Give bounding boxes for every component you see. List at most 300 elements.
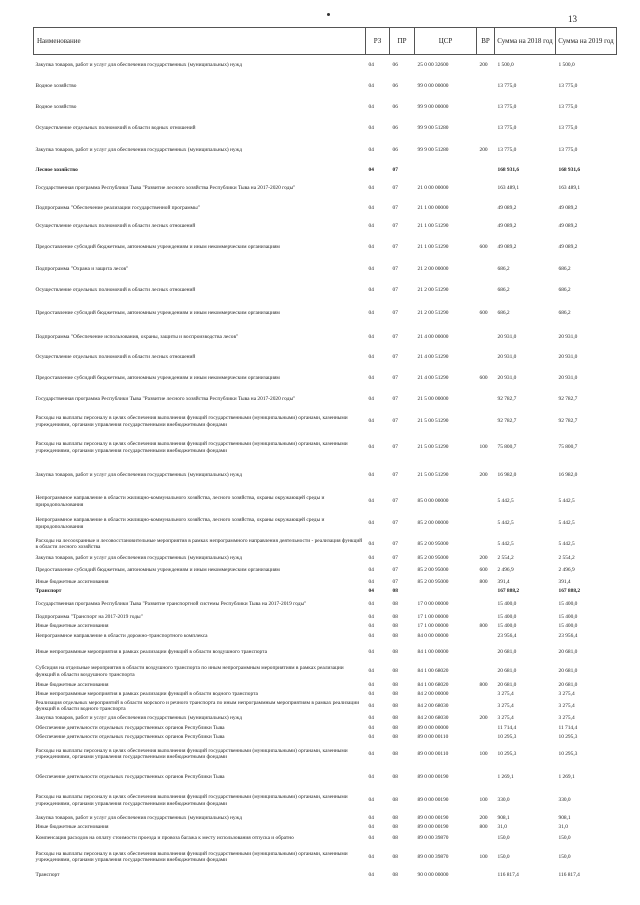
cell-pr: 07 [392,266,398,273]
cell-rz: 04 [368,418,374,425]
table-row [34,217,617,236]
cell-csr: 21 2 00 51290 [417,310,449,317]
cell-sum-2018: 75 800,7 [497,444,517,451]
cell-name: Закупка товаров, работ и услуг для обеспечения государственных (муниципальных) нужд [35,62,243,69]
cell-rz: 04 [368,82,374,89]
cell-pr: 07 [392,222,398,229]
cell-pr: 06 [392,124,398,131]
cell-rz: 04 [368,715,374,722]
cell-vr [477,348,495,367]
cell-name: Предоставление субсидий бюджетным, автономным учреждениям и иным некоммерческим организациям [35,567,280,574]
cell-sum-2018: 10 295,3 [497,733,517,740]
cell-pr: 06 [392,147,398,154]
cell-rz: 04 [368,733,374,740]
cell-csr: 89 0 00 00190 [417,823,449,830]
table-row [34,681,617,690]
cell-sum-2019: 150,0 [558,835,571,842]
table-row [34,663,617,681]
table-row [34,76,617,97]
cell-rz: 04 [368,773,374,780]
cell-vr [477,535,495,554]
cell-name: Расходы на выплаты персоналу в целях обеспечения выполнения функций государственными (муниципальными) органами, казенными учреждениями, органами управления государственными внебюджетными фондами [35,794,348,807]
header-sum-2019: Сумма на 2019 год [556,28,617,55]
cell-name: Подпрограмма "Охрана и защита лесов" [35,266,129,273]
table-row [34,163,617,178]
cell-rz: 04 [368,472,374,479]
cell-name: Подпрограмма "Транспорт на 2017-2019 годы" [35,613,143,620]
cell-rz: 04 [368,668,374,675]
cell-vr [477,409,495,435]
cell-vr [477,699,495,714]
cell-sum-2019: 2 496,9 [558,567,575,574]
cell-rz: 04 [368,395,374,402]
cell-name: Компенсация расходов на оплату стоимости проезда и провоза багажа к месту использования отпуска и обратно [35,835,294,842]
cell-sum-2018: 15 400,0 [497,613,517,620]
cell-pr: 08 [392,668,398,675]
cell-sum-2019: 5 442,5 [558,520,575,527]
cell-pr: 08 [392,622,398,629]
table-row [34,461,617,491]
cell-pr: 07 [392,472,398,479]
cell-vr: 200 [479,147,488,154]
cell-vr [477,643,495,663]
table-row [34,280,617,301]
cell-sum-2018: 2 554,2 [497,555,514,562]
cell-name: Обеспечение деятельности отдельных государственных органов Республики Тыва [35,773,225,780]
cell-rz: 04 [368,166,374,173]
cell-csr: 21 5 00 51290 [417,418,449,425]
cell-sum-2018: 686,2 [497,310,510,317]
cell-sum-2019: 92 782,7 [558,418,578,425]
cell-sum-2019: 116 817,4 [558,872,580,879]
cell-name: Осуществление отдельных полномочий в области лесных отношений [35,286,196,293]
cell-sum-2018: 20 681,0 [497,649,517,656]
cell-sum-2018: 5 442,5 [497,520,514,527]
cell-vr: 800 [479,681,488,688]
table-row [34,348,617,367]
cell-pr: 07 [392,204,398,211]
cell-csr: 85 2 00 95000 [417,578,449,585]
cell-vr [477,631,495,643]
cell-sum-2018: 20 931,0 [497,353,517,360]
cell-pr: 06 [392,82,398,89]
cell-sum-2019: 1 500,0 [558,62,575,69]
cell-name: Осуществление отдельных полномочий в области лесных отношений [35,222,196,229]
cell-vr [477,613,495,622]
cell-sum-2019: 13 775,0 [558,147,578,154]
cell-rz: 04 [368,185,374,192]
cell-pr: 08 [392,600,398,607]
header-sum-2018: Сумма на 2018 год [495,28,556,55]
table-row [34,178,617,200]
table-row [34,367,617,390]
table-row [34,724,617,733]
cell-rz: 04 [368,797,374,804]
cell-rz: 04 [368,823,374,830]
cell-sum-2018: 49 089,2 [497,244,517,251]
header-vr: ВР [477,28,495,55]
table-row [34,643,617,663]
cell-vr: 200 [479,715,488,722]
cell-rz: 04 [368,613,374,620]
cell-csr: 17 1 00 00000 [417,622,449,629]
cell-pr: 08 [392,835,398,842]
cell-pr: 08 [392,773,398,780]
cell-sum-2018: 3 275,4 [497,702,514,709]
cell-vr [477,390,495,409]
table-header-row [34,28,617,55]
cell-sum-2018: 16 982,0 [497,472,517,479]
cell-vr: 200 [479,62,488,69]
cell-csr [415,163,477,178]
cell-rz: 04 [368,853,374,860]
cell-pr: 07 [392,444,398,451]
cell-sum-2019: 168 931,6 [558,166,581,173]
cell-csr: 21 0 00 00000 [417,185,449,192]
cell-pr: 08 [392,702,398,709]
cell-vr [477,327,495,348]
cell-rz: 04 [368,498,374,505]
cell-name: Водное хозяйство [35,103,77,110]
cell-csr: 89 0 00 39870 [417,835,449,842]
cell-rz: 04 [368,444,374,451]
cell-sum-2019: 13 775,0 [558,103,578,110]
cell-sum-2018: 3 275,4 [497,715,514,722]
table-row [34,578,617,587]
cell-name: Предоставление субсидий бюджетным, автономным учреждениям и иным некоммерческим организациям [35,310,280,317]
cell-csr: 84 2 00 68030 [417,715,449,722]
cell-sum-2019: 15 400,0 [558,600,578,607]
cell-name: Подпрограмма "Обеспечение реализации государственной программы" [35,204,200,211]
cell-pr: 07 [392,498,398,505]
cell-csr: 89 0 00 00110 [417,750,449,757]
cell-sum-2018: 20 931,0 [497,333,517,340]
cell-rz: 04 [368,103,374,110]
cell-sum-2018: 163 489,1 [497,185,520,192]
cell-vr: 600 [479,244,488,251]
cell-sum-2019: 20 681,0 [558,649,578,656]
cell-rz: 04 [368,633,374,640]
budget-table [33,27,617,883]
header-name: Наименование [34,28,366,55]
cell-sum-2019: 150,0 [558,853,571,860]
cell-sum-2019: 330,0 [558,797,571,804]
cell-sum-2019: 20 681,0 [558,668,578,675]
cell-name: Иные непрограммные мероприятия в рамках реализации функций в области водного транспорта [35,690,258,697]
table-row [34,513,617,535]
cell-pr: 07 [392,310,398,317]
cell-sum-2018: 150,0 [497,835,510,842]
cell-pr: 08 [392,690,398,697]
cell-sum-2019: 31,0 [558,823,568,830]
cell-csr: 25 0 00 32600 [417,62,449,69]
table-row [34,236,617,260]
cell-csr: 84 1 00 68020 [417,681,449,688]
cell-vr: 200 [479,472,488,479]
cell-sum-2018: 13 775,0 [497,82,517,89]
cell-pr: 07 [392,555,398,562]
table-row [34,767,617,788]
table-row [34,327,617,348]
cell-csr: 21 2 00 51290 [417,286,449,293]
cell-sum-2018: 1 500,0 [497,62,514,69]
cell-sum-2019: 49 089,2 [558,244,578,251]
cell-name: Иные непрограммные мероприятия в рамках реализации функций в области воздушного транспорта [35,649,267,656]
cell-sum-2018: 20 931,0 [497,374,517,381]
cell-name: Непрограммное направление в области дорожно-транспортного комплекса [35,633,208,640]
table-row [34,714,617,724]
cell-rz: 04 [368,286,374,293]
cell-pr: 08 [392,872,398,879]
cell-vr: 100 [479,853,488,860]
cell-name: Непрограммное направление в области жилищно-коммунального хозяйства, лесного хозяйства, охраны окружающей среды и природопользования [35,517,325,530]
table-row [34,631,617,643]
cell-vr: 600 [479,310,488,317]
cell-sum-2018: 11 714,4 [497,724,517,731]
cell-sum-2019: 49 089,2 [558,204,578,211]
cell-sum-2019: 3 275,4 [558,690,575,697]
cell-sum-2019: 167 888,2 [558,587,581,594]
cell-sum-2019: 92 782,7 [558,395,578,402]
cell-sum-2019: 20 681,0 [558,681,578,688]
cell-vr: 200 [479,555,488,562]
cell-csr: 89 0 00 39870 [417,853,449,860]
cell-vr [477,118,495,139]
cell-sum-2019: 16 982,0 [558,472,578,479]
cell-csr: 85 2 00 95000 [417,567,449,574]
cell-csr: 84 2 00 68030 [417,702,449,709]
cell-sum-2018: 49 089,2 [497,204,517,211]
cell-pr: 07 [392,395,398,402]
cell-rz: 04 [368,681,374,688]
table-row [34,139,617,163]
cell-sum-2019: 686,2 [558,266,571,273]
table-row [34,587,617,596]
cell-name: Иные бюджетные ассигнования [35,681,109,688]
cell-sum-2018: 13 775,0 [497,147,517,154]
cell-vr [477,260,495,280]
cell-rz: 04 [368,872,374,879]
cell-csr: 85 2 00 95000 [417,555,449,562]
cell-sum-2018: 391,4 [497,578,510,585]
cell-vr [477,97,495,118]
cell-vr [477,76,495,97]
cell-csr: 21 5 00 51290 [417,444,449,451]
cell-csr: 84 2 00 00000 [417,690,449,697]
cell-pr: 07 [392,286,398,293]
cell-sum-2019: 5 442,5 [558,498,575,505]
cell-name: Обеспечение деятельности отдельных государственных органов Республики Тыва [35,724,225,731]
cell-sum-2018: 168 931,6 [497,166,520,173]
cell-csr: 84 1 00 68020 [417,668,449,675]
cell-name: Обеспечение деятельности отдельных государственных органов Республики Тыва [35,733,225,740]
cell-rz: 04 [368,244,374,251]
cell-vr [477,200,495,217]
cell-pr: 07 [392,166,398,173]
cell-name: Расходы на выплаты персоналу в целях обеспечения выполнения функций государственными (муниципальными) органами, казенными учреждениями, органами управления государственными внебюджетными фондами [35,415,348,428]
cell-csr: 21 1 00 00000 [417,204,449,211]
cell-sum-2019: 75 800,7 [558,444,578,451]
cell-pr: 07 [392,244,398,251]
cell-name: Расходы на выплаты персоналу в целях обеспечения выполнения функций государственными (муниципальными) органами, казенными учреждениями, органами управления государственными внебюджетными фондами [35,850,348,863]
cell-sum-2018: 686,2 [497,286,510,293]
cell-sum-2019: 163 489,1 [558,185,581,192]
cell-vr: 800 [479,578,488,585]
cell-sum-2018: 20 681,0 [497,668,517,675]
cell-sum-2018: 23 956,4 [497,633,517,640]
cell-vr [477,491,495,513]
table-row [34,742,617,767]
table-row [34,690,617,699]
cell-rz: 04 [368,578,374,585]
cell-vr [477,280,495,301]
cell-sum-2018: 15 400,0 [497,622,517,629]
cell-sum-2019: 3 275,4 [558,715,575,722]
cell-name: Закупка товаров, работ и услуг для обеспечения государственных (муниципальных) нужд [35,472,243,479]
cell-sum-2019: 3 275,4 [558,702,575,709]
cell-name: Расходы на выплаты персоналу в целях обеспечения выполнения функций государственными (муниципальными) органами, казенными учреждениями, органами управления государственными внебюджетными фондами [35,441,348,454]
cell-vr [477,869,495,883]
cell-sum-2019: 5 442,5 [558,540,575,547]
cell-rz: 04 [368,353,374,360]
cell-rz: 04 [368,62,374,69]
table-row [34,564,617,578]
cell-vr [477,663,495,681]
cell-rz: 04 [368,724,374,731]
cell-pr: 08 [392,587,398,594]
cell-sum-2018: 686,2 [497,266,510,273]
table-row [34,260,617,280]
cell-vr: 200 [479,814,488,821]
cell-rz: 04 [368,690,374,697]
cell-vr [477,724,495,733]
cell-sum-2019: 49 089,2 [558,222,578,229]
cell-name: Реализация отдельных мероприятий в области морского и речного транспорта по иным непрограммным мероприятиям в рамках реализации функций в области водного транспорта [35,699,360,712]
cell-vr [477,217,495,236]
cell-sum-2018: 5 442,5 [497,540,514,547]
cell-sum-2018: 1 269,1 [497,773,514,780]
table-row [34,869,617,883]
cell-pr: 08 [392,633,398,640]
cell-vr: 800 [479,622,488,629]
cell-name: Государственная программа Республики Тыва "Развитие лесного хозяйства Республики Тыва на 2017-2020 годы" [35,395,296,402]
cell-name: Расходы на лесоохранные и лесовосстановительные мероприятия в рамках непрограммного направления деятельности - реализация функций в области лесного хозяйства [35,537,363,550]
cell-pr: 08 [392,797,398,804]
cell-csr: 89 0 00 00190 [417,797,449,804]
cell-sum-2019: 20 931,0 [558,353,578,360]
cell-csr: 89 0 00 00190 [417,773,449,780]
table-row [34,846,617,869]
cell-rz: 04 [368,835,374,842]
cell-sum-2018: 15 400,0 [497,600,517,607]
cell-csr: 21 1 00 51290 [417,222,449,229]
cell-name: Предоставление субсидий бюджетным, автономным учреждениям и иным некоммерческим организациям [35,244,280,251]
cell-sum-2018: 150,0 [497,853,510,860]
cell-csr: 21 5 00 51290 [417,472,449,479]
table-row [34,55,617,76]
table-row [34,301,617,327]
table-row [34,97,617,118]
cell-rz: 04 [368,520,374,527]
table-row [34,622,617,631]
cell-csr: 17 1 00 00000 [417,613,449,620]
cell-sum-2018: 49 089,2 [497,222,517,229]
cell-rz: 04 [368,540,374,547]
cell-pr: 06 [392,103,398,110]
cell-csr: 21 5 00 00000 [417,395,449,402]
table-row [34,554,617,564]
cell-sum-2019: 13 775,0 [558,82,578,89]
cell-name: Лесное хозяйство [35,166,78,173]
cell-vr [477,587,495,596]
cell-sum-2019: 23 956,4 [558,633,578,640]
header-rz: РЗ [366,28,390,55]
cell-csr: 84 1 00 00000 [417,649,449,656]
cell-csr: 21 4 00 51290 [417,353,449,360]
cell-csr: 21 4 00 51290 [417,374,449,381]
cell-pr: 08 [392,853,398,860]
cell-sum-2018: 92 782,7 [497,395,517,402]
cell-name: Закупка товаров, работ и услуг для обеспечения государственных (муниципальных) нужд [35,555,243,562]
cell-pr: 07 [392,540,398,547]
cell-csr: 99 9 00 51280 [417,124,449,131]
cell-pr: 07 [392,185,398,192]
cell-vr [477,163,495,178]
cell-name: Водное хозяйство [35,82,77,89]
cell-name: Непрограммное направление в области жилищно-коммунального хозяйства, лесного хозяйства, охраны окружающей среды и природопользования [35,495,325,508]
cell-vr: 600 [479,567,488,574]
cell-rz: 04 [368,124,374,131]
cell-csr: 99 0 00 00000 [417,82,449,89]
cell-sum-2019: 908,1 [558,814,571,821]
cell-vr [477,690,495,699]
cell-pr: 07 [392,567,398,574]
cell-csr: 85 2 00 95000 [417,540,449,547]
cell-name: Иные бюджетные ассигнования [35,622,109,629]
table-row [34,118,617,139]
cell-csr: 99 9 00 00000 [417,103,449,110]
cell-csr: 85 0 00 00000 [417,498,449,505]
cell-rz: 04 [368,622,374,629]
cell-pr: 08 [392,750,398,757]
table-row [34,814,617,823]
cell-rz: 04 [368,649,374,656]
cell-sum-2018: 13 775,0 [497,103,517,110]
cell-sum-2018: 3 275,4 [497,690,514,697]
table-row [34,823,617,832]
cell-csr: 21 4 00 00000 [417,333,449,340]
cell-sum-2018: 330,0 [497,797,510,804]
cell-sum-2019: 11 714,4 [558,724,578,731]
table-row [34,390,617,409]
cell-sum-2018: 92 782,7 [497,418,517,425]
table-row [34,491,617,513]
cell-vr [477,596,495,613]
cell-vr [477,733,495,742]
cell-rz: 04 [368,702,374,709]
cell-vr [477,513,495,535]
cell-vr: 100 [479,444,488,451]
cell-pr: 07 [392,418,398,425]
cell-pr: 08 [392,814,398,821]
cell-sum-2019: 13 775,0 [558,124,578,131]
cell-csr: 17 0 00 00000 [417,600,449,607]
table-row [34,200,617,217]
cell-csr [415,587,477,596]
cell-rz: 04 [368,222,374,229]
cell-rz: 04 [368,266,374,273]
cell-sum-2018: 13 775,0 [497,124,517,131]
